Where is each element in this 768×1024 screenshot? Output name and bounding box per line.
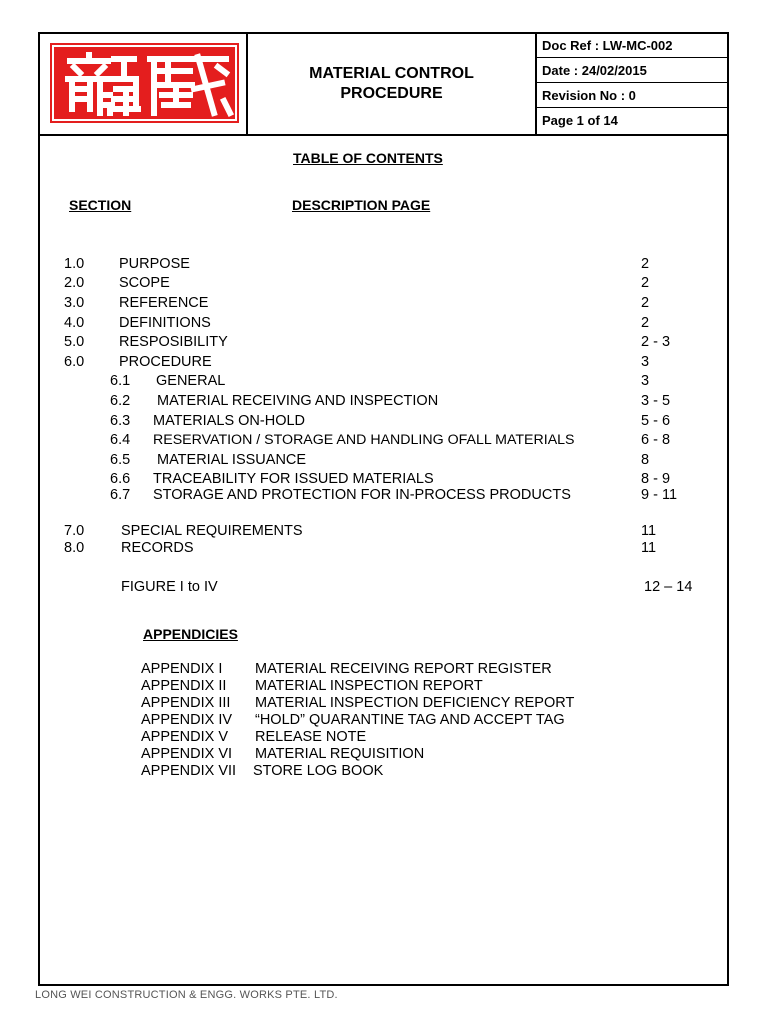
- toc-subentry-number: 6.5: [110, 452, 131, 468]
- toc-entry-page: 2: [641, 256, 650, 272]
- document-page: [38, 32, 729, 986]
- appendix-label: MATERIAL INSPECTION REPORT: [255, 678, 483, 694]
- appendix-id: APPENDIX II: [141, 678, 227, 694]
- toc-subentry-page: 3 - 5: [641, 393, 671, 409]
- document-header: [40, 34, 727, 136]
- appendix-label: RELEASE NOTE: [255, 729, 367, 745]
- toc-subentry-label: STORAGE AND PROTECTION FOR IN-PROCESS PRODUCTS: [153, 487, 571, 503]
- footer-company: LONG WEI CONSTRUCTION & ENGG. WORKS PTE. LTD.: [35, 989, 338, 1001]
- toc-subentry-page: 8: [641, 452, 650, 468]
- page-number: Page 1 of 14: [542, 113, 618, 128]
- toc-entry-label: RESPOSIBILITY: [119, 334, 228, 350]
- toc-figures-label: FIGURE I to IV: [121, 579, 218, 595]
- revision-number: Revision No : 0: [537, 84, 727, 108]
- appendix-id: APPENDIX IV: [141, 712, 233, 728]
- toc-subentry-label: MATERIAL ISSUANCE: [157, 452, 307, 468]
- toc-entry-page: 11: [641, 540, 657, 556]
- appendix-label: MATERIAL RECEIVING REPORT REGISTER: [255, 661, 552, 677]
- toc-entry-number: 3.0: [64, 295, 85, 311]
- toc-entry-label: PURPOSE: [119, 256, 190, 272]
- toc-entry-number: 2.0: [64, 275, 85, 291]
- toc-subentry-number: 6.4: [110, 432, 131, 448]
- appendix-id: APPENDIX VII: [141, 763, 237, 779]
- appendix-label: “HOLD” QUARANTINE TAG AND ACCEPT TAG: [255, 712, 565, 728]
- appendix-id: APPENDIX VI: [141, 746, 233, 762]
- toc-subentry-page: 9 - 11: [641, 487, 678, 503]
- appendix-id: APPENDIX I: [141, 661, 223, 677]
- toc-subentry-number: 6.6: [110, 471, 131, 487]
- appendix-id: APPENDIX V: [141, 729, 229, 745]
- toc-subentry-page: 8 - 9: [641, 471, 671, 487]
- company-logo: [50, 43, 239, 123]
- document-title: [248, 64, 535, 104]
- toc-section-header: SECTION: [69, 197, 132, 213]
- appendix-id: APPENDIX III: [141, 695, 231, 711]
- toc-figures-page: 12 – 14: [644, 579, 693, 595]
- document-meta: [537, 34, 727, 134]
- appendix-label: MATERIAL REQUISITION: [255, 746, 425, 762]
- toc-subentry-label: MATERIAL RECEIVING AND INSPECTION: [157, 393, 439, 409]
- doc-ref: Doc Ref : LW-MC-002: [537, 34, 727, 58]
- toc-entry-page: 2 - 3: [641, 334, 671, 350]
- toc-entry-number: 4.0: [64, 315, 85, 331]
- appendix-label: STORE LOG BOOK: [253, 763, 384, 779]
- toc-subentry-number: 6.3: [110, 413, 131, 429]
- toc-entry-page: 2: [641, 295, 650, 311]
- toc-subentry-label: TRACEABILITY FOR ISSUED MATERIALS: [153, 471, 434, 487]
- toc-entry-label: REFERENCE: [119, 295, 209, 311]
- toc-entry-label: DEFINITIONS: [119, 315, 211, 331]
- toc-entry-number: 5.0: [64, 334, 85, 350]
- toc-title: TABLE OF CONTENTS: [293, 150, 443, 166]
- title-line-2: PROCEDURE: [340, 85, 443, 102]
- toc-entry-number: 7.0: [64, 523, 85, 539]
- logo-cell: [40, 34, 248, 134]
- toc-subentry-number: 6.1: [110, 373, 131, 389]
- title-cell: [248, 34, 537, 134]
- logo-characters-icon: [50, 43, 239, 123]
- toc-entry-number: 8.0: [64, 540, 85, 556]
- title-line-1: MATERIAL CONTROL: [309, 65, 474, 82]
- toc-subentry-number: 6.7: [110, 487, 131, 503]
- toc-entry-page: 2: [641, 315, 650, 331]
- toc-entry-page: 11: [641, 523, 657, 539]
- toc-entry-label: SCOPE: [119, 275, 170, 291]
- toc-entry-label: SPECIAL REQUIREMENTS: [121, 523, 303, 539]
- appendix-label: MATERIAL INSPECTION DEFICIENCY REPORT: [255, 695, 575, 711]
- toc-subentry-page: 5 - 6: [641, 413, 671, 429]
- toc-entry-label: PROCEDURE: [119, 354, 212, 370]
- toc-subentry-label: MATERIALS ON-HOLD: [153, 413, 306, 429]
- toc-entry-page: 3: [641, 354, 650, 370]
- toc-entry-label: RECORDS: [121, 540, 194, 556]
- toc-entry-page: 2: [641, 275, 650, 291]
- toc-subentry-page: 6 - 8: [641, 432, 671, 448]
- toc-entry-number: 6.0: [64, 354, 85, 370]
- toc-description-header: DESCRIPTION PAGE: [292, 197, 431, 213]
- doc-date: Date : 24/02/2015: [537, 59, 727, 83]
- toc-subentry-label: GENERAL: [156, 373, 226, 389]
- toc-subentry-page: 3: [641, 373, 650, 389]
- toc-subentry-number: 6.2: [110, 393, 131, 409]
- appendices-title: APPENDICIES: [143, 626, 238, 642]
- toc-subentry-label: RESERVATION / STORAGE AND HANDLING OFALL MATERIALS: [153, 432, 575, 448]
- toc-entry-number: 1.0: [64, 256, 85, 272]
